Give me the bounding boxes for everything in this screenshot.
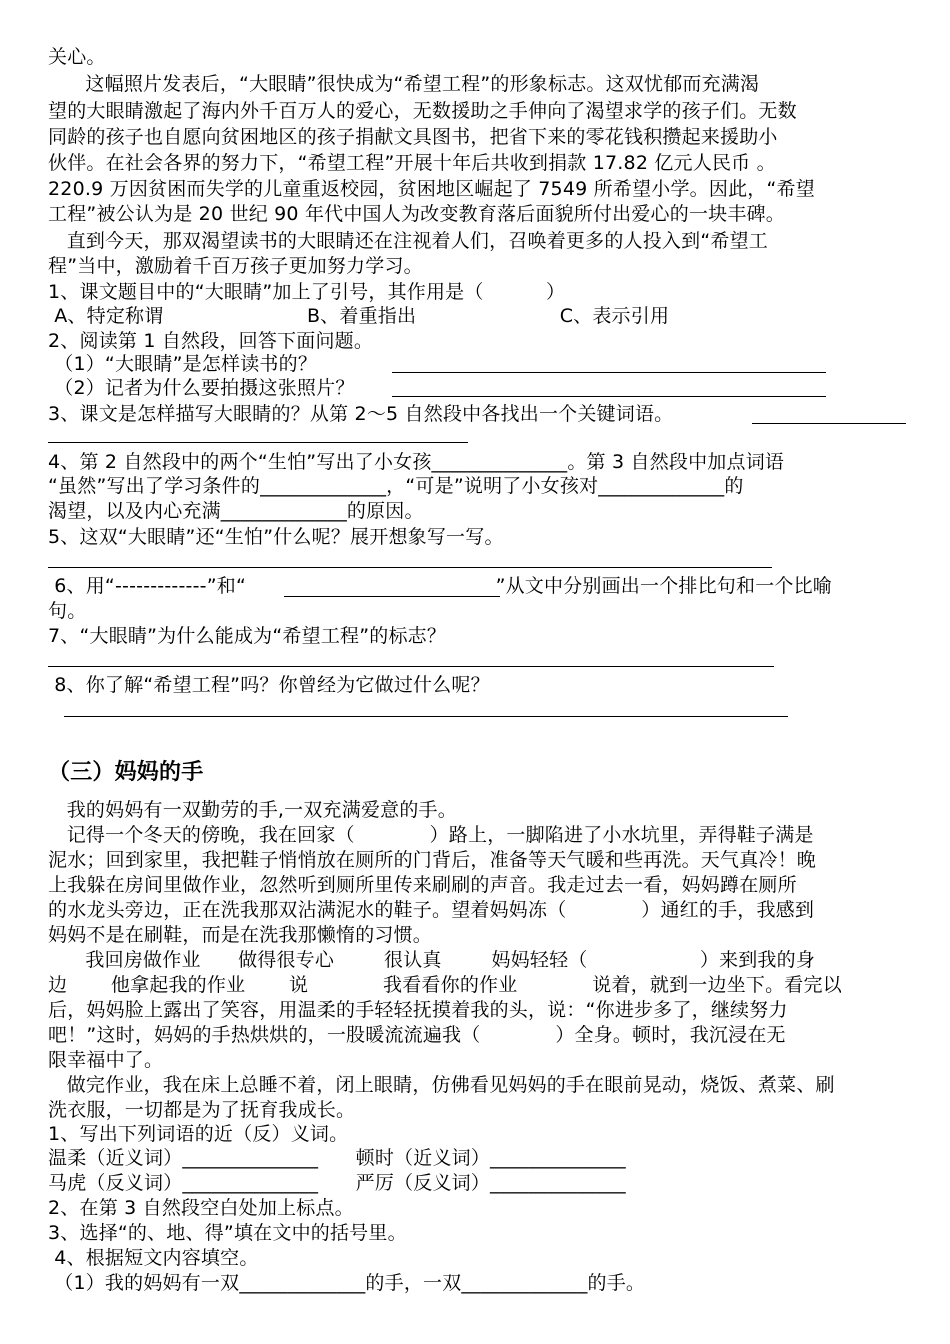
question-3: 3、课文是怎样描写大眼睛的？从第 2～5 自然段中各找出一个关键词语。 bbox=[48, 403, 674, 425]
passage3-line: 后，妈妈脸上露出了笑容，用温柔的手轻轻抚摸着我的头，说：“你进步多了，继续努力 bbox=[48, 999, 788, 1021]
question-1-options: A、特定称谓 B、着重指出 C、表示引用 bbox=[48, 305, 670, 327]
question-2-1: （1）“大眼睛”是怎样读书的？ bbox=[48, 353, 318, 375]
passage3-line: 边 他拿起我的作业 说 我看看你的作业 说着，就到一边坐下。看完以 bbox=[48, 974, 842, 996]
passage3-line: 记得一个冬天的傍晚，我在回家（ ）路上，一脚陷进了小水坑里，弄得鞋子满是 bbox=[48, 824, 814, 846]
question-2: 2、阅读第 1 自然段，回答下面问题。 bbox=[48, 330, 374, 352]
passage2-line: 220.9 万因贫困而失学的儿童重返校园，贫困地区崛起了 7549 所希望小学。因此，“希望 bbox=[48, 178, 815, 200]
p3-question-1: 1、写出下列词语的近（反）义词。 bbox=[48, 1123, 349, 1145]
p3-question-4-1: （1）我的妈妈有一双_____________的手，一双_____________的手。 bbox=[48, 1272, 646, 1294]
answer-line[interactable] bbox=[48, 567, 772, 568]
passage2-line: 直到今天，那双渴望读书的大眼睛还在注视着人们，召唤着更多的人投入到“希望工 bbox=[48, 230, 768, 252]
question-1: 1、课文题目中的“大眼睛”加上了引号，其作用是（ ） bbox=[48, 281, 566, 303]
answer-line[interactable] bbox=[752, 423, 906, 424]
p3-question-1-row: 温柔（近义词）______________ 顿时（近义词）______________ bbox=[48, 1147, 626, 1169]
passage3-line: 做完作业，我在床上总睡不着，闭上眼睛，仿佛看见妈妈的手在眼前晃动，烧饭、煮菜、刷 bbox=[48, 1074, 835, 1096]
question-2-2: （2）记者为什么要拍摄这张照片？ bbox=[48, 377, 355, 399]
p3-question-1-row: 马虎（反义词）______________ 严厉（反义词）______________ bbox=[48, 1172, 626, 1194]
question-4-cont: “虽然”写出了学习条件的_____________，“可是”说明了小女孩对_____________的 bbox=[48, 475, 744, 497]
p3-question-2: 2、在第 3 自然段空白处加上标点。 bbox=[48, 1197, 354, 1219]
p3-question-4: 4、根据短文内容填空。 bbox=[48, 1247, 259, 1269]
wavy-line-sample bbox=[284, 596, 500, 597]
passage2-line: 伙伴。在社会各界的努力下，“希望工程”开展十年后共收到捐款 17.82 亿元人民币 。 bbox=[48, 152, 776, 174]
passage2-line: 望的大眼睛激起了海内外千百万人的爱心，无数援助之手伸向了渴望求学的孩子们。无数 bbox=[48, 100, 797, 122]
answer-line[interactable] bbox=[48, 666, 774, 667]
question-5: 5、这双“大眼睛”还“生怕”什么呢？展开想象写一写。 bbox=[48, 526, 504, 548]
passage3-line: 限幸福中了。 bbox=[48, 1049, 164, 1071]
question-6: 6、用“-------------”和“ ”从文中分别画出一个排比句和一个比喻 bbox=[48, 575, 833, 597]
answer-line[interactable] bbox=[392, 396, 826, 397]
passage2-line: 关心。 bbox=[48, 46, 106, 68]
passage2-line: 这幅照片发表后，“大眼睛”很快成为“希望工程”的形象标志。这双忧郁而充满渴 bbox=[48, 73, 760, 95]
passage3-line: 我的妈妈有一双勤劳的手,一双充满爱意的手。 bbox=[48, 799, 457, 821]
passage3-line: 吧！”这时，妈妈的手热烘烘的，一股暖流流遍我（ ）全身。顿时，我沉浸在无 bbox=[48, 1024, 786, 1046]
question-8: 8、你了解“希望工程”吗？你曾经为它做过什么呢？ bbox=[48, 674, 490, 696]
passage3-line: 我回房做作业 做得很专心 很认真 妈妈轻轻（ ）来到我的身 bbox=[48, 949, 816, 971]
question-6-cont: 句。 bbox=[48, 600, 87, 622]
question-4: 4、第 2 自然段中的两个“生怕”写出了小女孩______________。第 3 自然段中加点词语 bbox=[48, 451, 785, 473]
passage2-line: 同龄的孩子也自愿向贫困地区的孩子捐献文具图书，把省下来的零花钱积攒起来援助小 bbox=[48, 126, 778, 148]
passage2-line: 工程”被公认为是 20 世纪 90 年代中国人为改变教育落后面貌所付出爱心的一块丰碑。 bbox=[48, 203, 785, 225]
passage3-line: 泥水；回到家里，我把鞋子悄悄放在厕所的门背后，准备等天气暖和些再洗。天气真冷！晚 bbox=[48, 849, 817, 871]
passage3-line: 的水龙头旁边，正在洗我那双沾满泥水的鞋子。望着妈妈冻（ ）通红的手，我感到 bbox=[48, 899, 815, 921]
passage3-line: 上我躲在房间里做作业，忽然听到厕所里传来刷刷的声音。我走过去一看，妈妈蹲在厕所 bbox=[48, 874, 797, 896]
question-4-cont: 渴望，以及内心充满_____________的原因。 bbox=[48, 500, 424, 522]
passage3-line: 洗衣服，一切都是为了抚育我成长。 bbox=[48, 1099, 356, 1121]
section-title: （三）妈妈的手 bbox=[48, 760, 204, 785]
passage3-line: 妈妈不是在刷鞋，而是在洗我那懒惰的习惯。 bbox=[48, 924, 433, 946]
p3-question-3: 3、选择“的、地、得”填在文中的括号里。 bbox=[48, 1222, 407, 1244]
answer-line[interactable] bbox=[64, 716, 788, 717]
question-7: 7、“大眼睛”为什么能成为“希望工程”的标志？ bbox=[48, 625, 447, 647]
answer-line[interactable] bbox=[392, 372, 826, 373]
answer-line[interactable] bbox=[48, 442, 468, 443]
passage2-line: 程”当中，激励着千百万孩子更加努力学习。 bbox=[48, 255, 423, 277]
